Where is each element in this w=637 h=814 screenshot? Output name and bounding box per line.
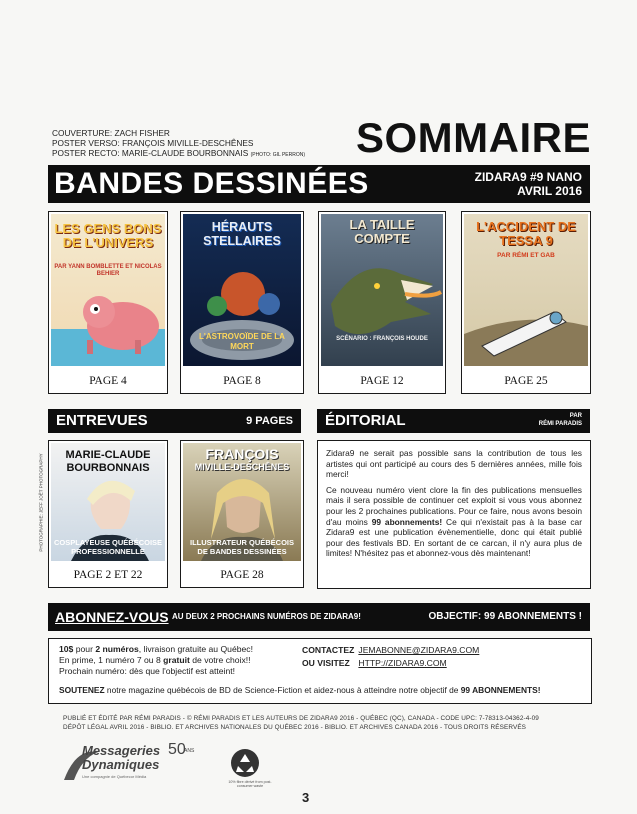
issue-info — [475, 170, 582, 198]
credit-poster-verso: POSTER VERSO: FRANÇOIS MIVILLE-DESCHÊNES — [52, 138, 254, 148]
bd-cover-sub-2: L'ASTROVOÏDE DE LA MORT — [199, 332, 285, 351]
subscribe-title: ABONNEZ-VOUS — [55, 609, 169, 625]
section-title-entrevues: ENTREVUES — [56, 412, 148, 429]
subscribe-objective: OBJECTIF: 99 ABONNEMENTS ! — [428, 611, 582, 622]
subscribe-offer: 10$ pour 2 numéros, livraison gratuite au Québec! En prime, 1 numéro 7 ou 8 gratuit de votre choix!! Prochain numéro: dès que l'objectif est atteint! — [59, 644, 253, 676]
issue-number: ZIDARA9 #9 NANO — [474, 170, 582, 184]
interview-cover-2 — [183, 443, 301, 561]
page-title: SOMMAIRE — [356, 114, 591, 161]
interview-name-1: MARIE-CLAUDE BOURBONNAIS — [65, 449, 151, 474]
bd-cover-sub-1: PAR YANN BOMBLETTE ET NICOLAS BEHIER — [54, 264, 162, 277]
cover-credits — [52, 128, 305, 160]
editorial-paragraph-2: Ce nouveau numéro vient clore la fin des publications mensuelles mais il sera possible de continuer cet exploit si vous vous abonnez pour les 2 prochaines publications. Pour ce faire, nous avons besoin d'au moins 99 abonnements! Ce qui n'existait pas à la base car Zidara9 est une publication évènementielle, donc qui était publié pour des festivals BD. En sortant de ce carcan, il n'y aura plus de limites! N'hésitez pas et abonnez-vous dès maintenant! — [326, 484, 582, 559]
bd-cover-1 — [51, 214, 165, 366]
subscribe-contact: CONTACTEZ JEMABONNE@ZIDARA9.COM OU VISITEZ HTTP://ZIDARA9.COM — [302, 645, 480, 668]
credit-cover: COUVERTURE: ZACH FISHER — [52, 128, 170, 138]
bd-cover-sub-4: PAR RÉMI ET GAB — [497, 252, 555, 259]
interview-caption-1: COSPLAYEUSE QUÉBÉCOISE PROFESSIONNELLE — [53, 538, 163, 556]
issue-date: AVRIL 2016 — [517, 184, 582, 198]
editorial-header — [317, 409, 590, 433]
bd-page-3: PAGE 12 — [360, 375, 404, 387]
bd-cover-2 — [183, 214, 301, 366]
bd-card-1[interactable] — [48, 211, 168, 394]
interview-page-1: PAGE 2 ET 22 — [73, 569, 143, 581]
recycle-icon — [230, 748, 260, 778]
credit-poster-recto: POSTER RECTO: MARIE-CLAUDE BOURBONNAIS (PHOTO: GIL PERRON) — [52, 148, 306, 158]
photo-credit: PHOTOGRAPHIE: JEFF JOËT PHOTOGRAPHY — [38, 453, 44, 552]
support-line: SOUTENEZ notre magazine québécois de BD de Science-Fiction et aidez-nous à atteindre notre objectif de 99 ABONNEMENTS! — [59, 685, 541, 695]
subscribe-subtitle: AU DEUX 2 PROCHAINS NUMÉROS DE ZIDARA9! — [172, 612, 361, 621]
interview-cover-1 — [51, 443, 165, 561]
bd-cover-sub-3: SCÉNARIO : FRANÇOIS HOUDE — [336, 336, 428, 342]
bd-cover-3 — [321, 214, 443, 366]
page-number: 3 — [302, 790, 310, 805]
subscribe-box — [48, 638, 592, 704]
bd-cover-title-4: L'ACCIDENT DE TESSA 9 — [476, 219, 576, 248]
recycle-note: 10% fibre dérivé from post-consumer waste — [228, 780, 272, 789]
bd-page-2: PAGE 8 — [223, 375, 261, 387]
entrevues-count: 9 PAGES — [246, 415, 293, 427]
section-title-editorial: ÉDITORIAL — [325, 412, 406, 429]
interview-name-2: FRANÇOIS MIVILLE-DESCHÊNES — [194, 446, 290, 472]
interview-page-2: PAGE 28 — [220, 569, 264, 581]
interview-caption-2: ILLUSTRATEUR QUÉBÉCOIS DE BANDES DESSINÉES — [189, 538, 295, 556]
website-link[interactable]: HTTP://ZIDARA9.COM — [358, 658, 447, 668]
bd-card-2[interactable] — [180, 211, 304, 394]
editorial-paragraph-1: Zidara9 ne serait pas possible sans la contribution de tous les artistes qui ont participé au cours des 5 dernières années, mille fois merci! — [326, 448, 582, 480]
bd-cover-title-3: LA TAILLE COMPTE — [349, 217, 415, 246]
bd-cover-title-1: LES GENS BONS DE L'UNIVERS — [54, 221, 162, 250]
bd-card-4[interactable] — [461, 211, 591, 394]
contact-email-link[interactable]: JEMABONNE@ZIDARA9.COM — [358, 645, 480, 655]
messageries-logo: Messageries Dynamiques 50 ANS Une compagnie de Québecor Média — [60, 742, 200, 788]
editorial-byline: PAR RÉMI PARADIS — [538, 413, 582, 427]
entrevues-header — [48, 409, 301, 433]
interview-card-1[interactable] — [48, 440, 168, 588]
bd-page-1: PAGE 4 — [89, 375, 127, 387]
editorial-body — [317, 440, 591, 589]
bandes-dessinees-header — [48, 165, 590, 203]
abonnez-header — [48, 603, 590, 631]
section-title-bd: BANDES DESSINÉES — [54, 167, 369, 200]
legal-footer: PUBLIÉ ET ÉDITÉ PAR RÉMI PARADIS - © RÉMI PARADIS ET LES AUTEURS DE ZIDARA9 2016 - QUÉBEC (QC), CANADA - CODE UPC: 7-78313-04362-4-09 DÉPÔT LÉGAL AVRIL 2016 - BIBLIO. ET ARCHIVES NATIONALES DU QUÉBEC 2016 - BIBLIO. ET ARCHIVES CANADA 2016 - TOUS DROITS RÉSERVÉS — [63, 715, 539, 731]
bd-card-3[interactable] — [318, 211, 446, 394]
bd-cover-title-2: HÉRAUTS STELLAIRES — [203, 220, 281, 248]
bd-cover-4 — [464, 214, 588, 366]
interview-card-2[interactable] — [180, 440, 304, 588]
bd-page-4: PAGE 25 — [504, 375, 548, 387]
